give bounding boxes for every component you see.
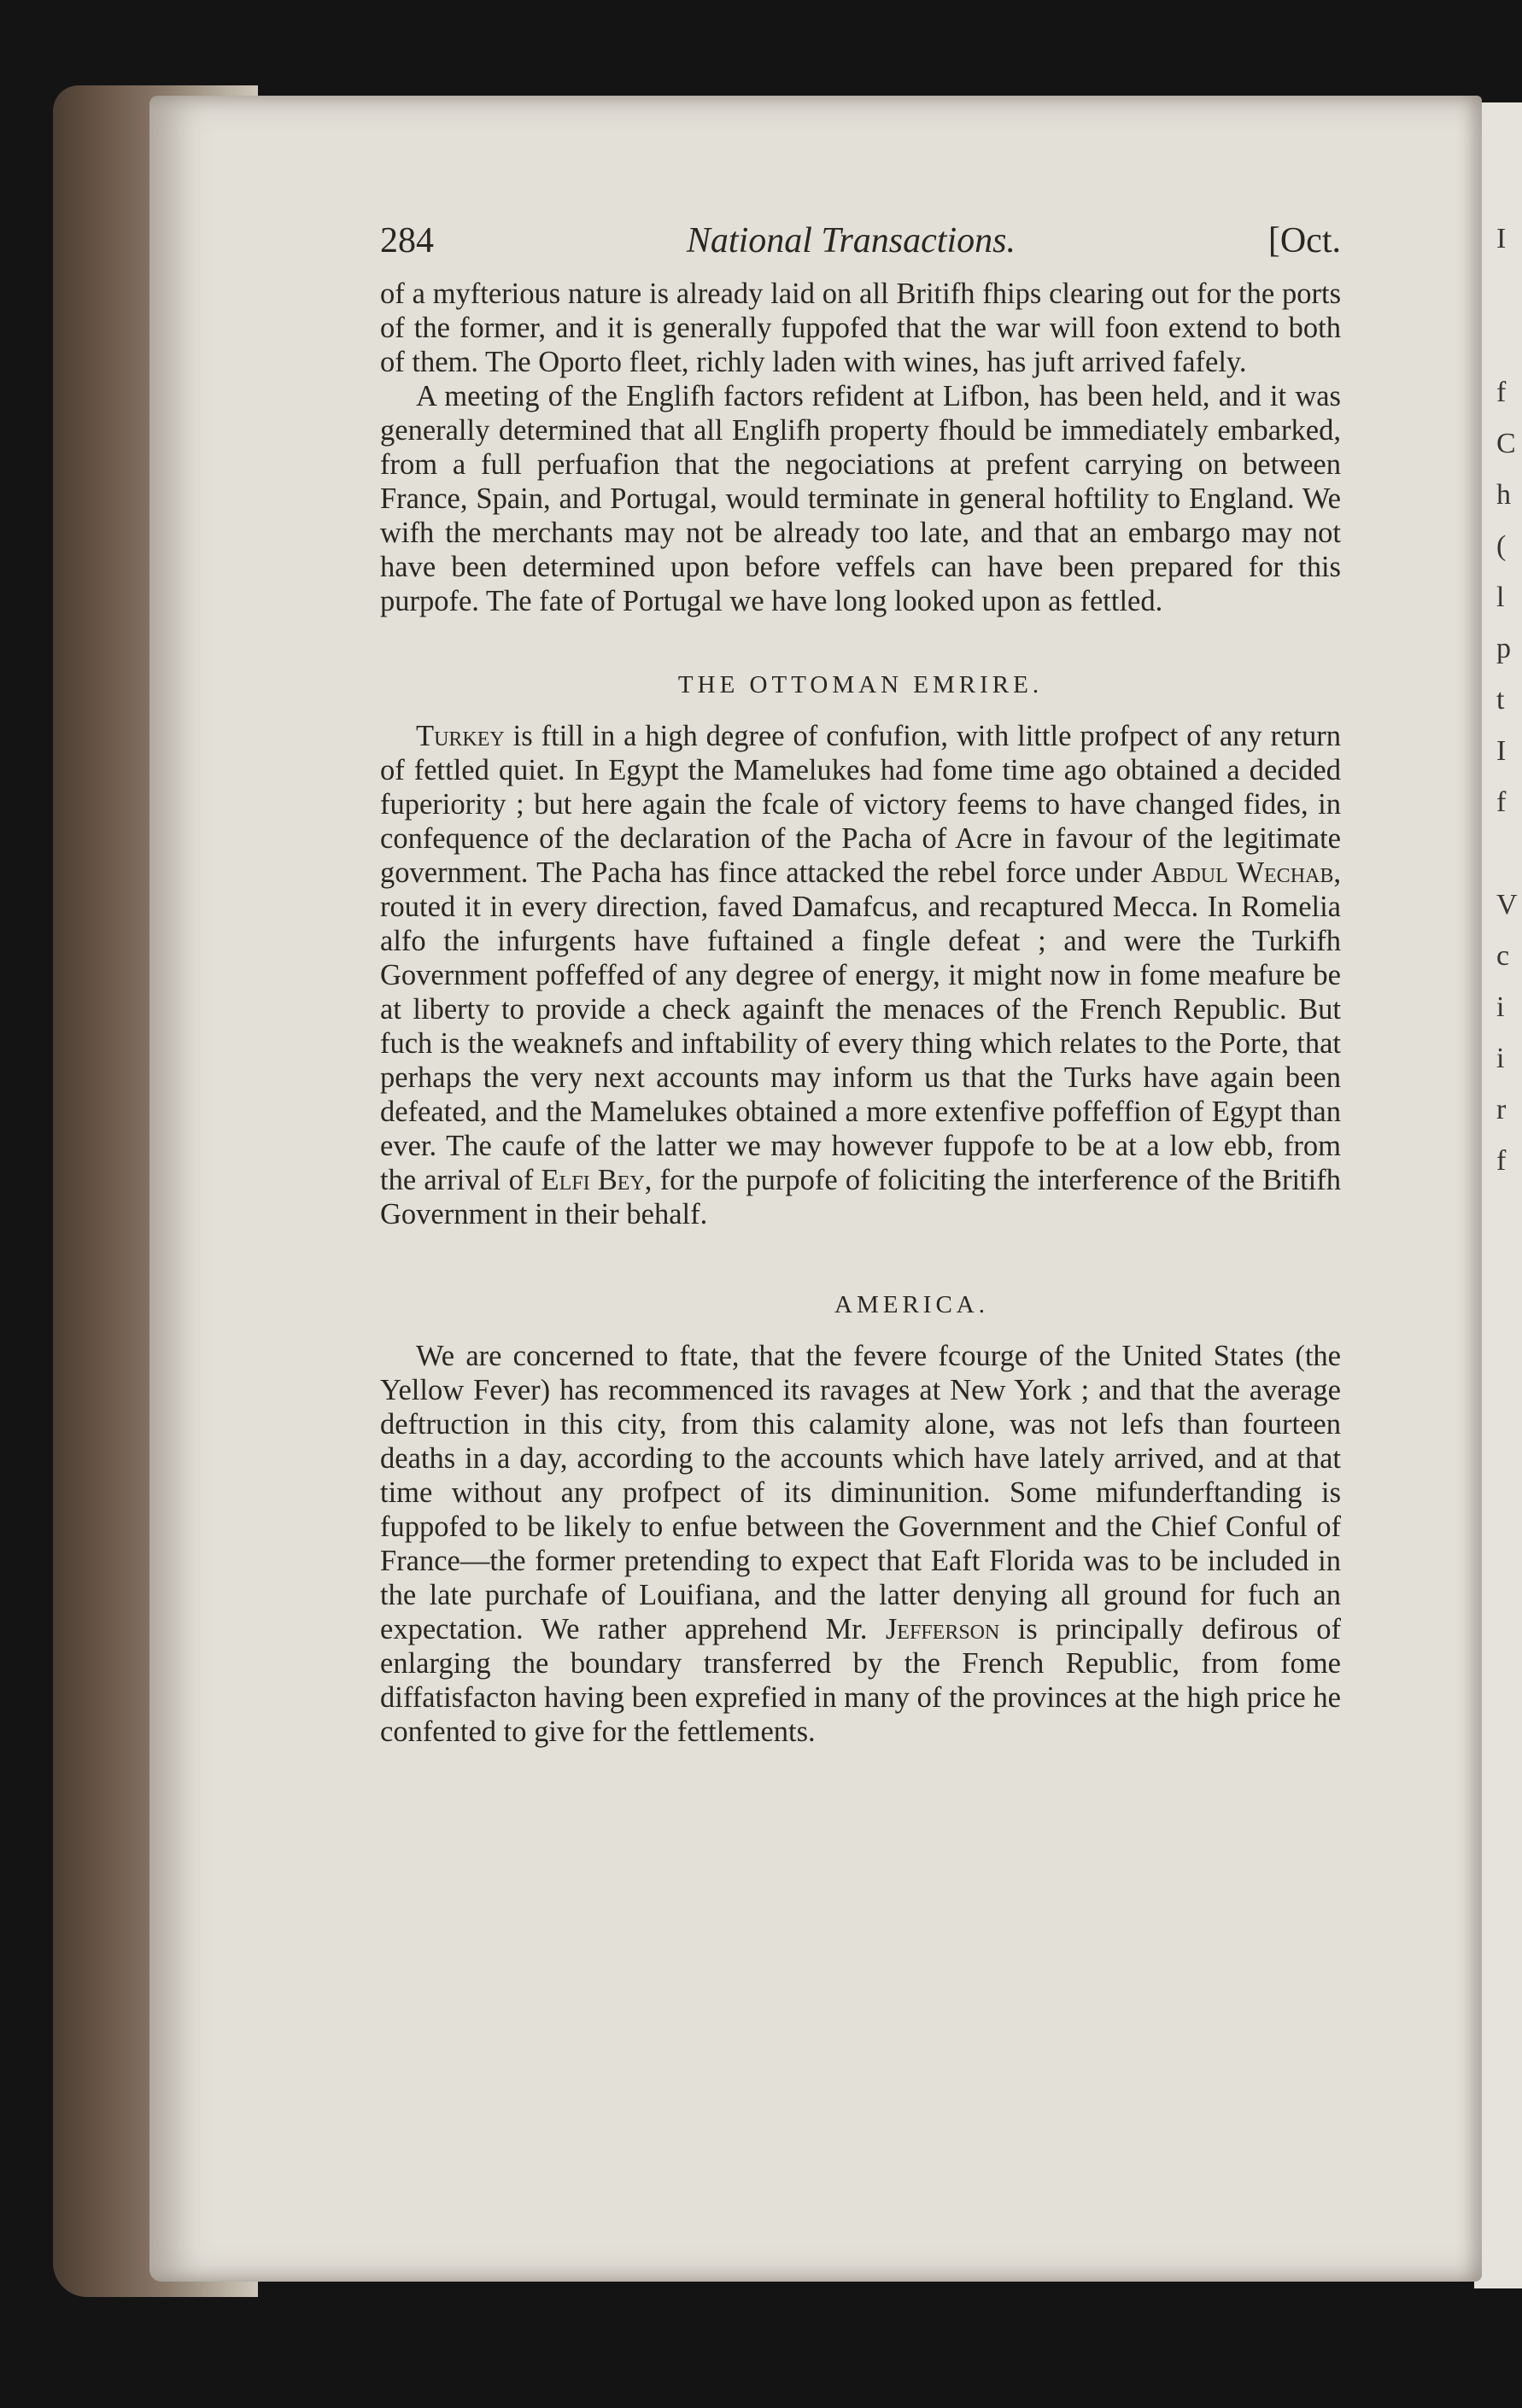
header-month: [Oct. [1267,221,1341,260]
running-title: National Transactions. [686,221,1016,260]
lead-word: Turkey [416,720,505,752]
paragraph-ottoman: Turkey is ftill in a high degree of confufion, with little profpect of any return of fettled quiet. In Egypt the Mamelukes had fome time ago obtained a decided fuperiority ; but here again the fcale of victory feems to have changed fides, in confequence of the declaration of the Pacha of Acre in favour of the legitimate government. The Pacha has fince attacked the rebel force under Abdul Wechab, routed it in every direction, faved Damafcus, and recaptured Mecca. In Romelia alfo the infurgents have fuftained a fingle defeat ; and were the Turkifh Government poffeffed of any degree of energy, it might now in fome meafure be at liberty to provide a check againft the menaces of the French Republic. But fuch is the weaknefs and inftability of every thing which relates to the Porte, that perhaps the very next accounts may inform us that the Turks have again been defeated, and the Mamelukes obtained a more extenfive poffeffion of Egypt than ever. The caufe of the latter we may however fuppofe to be at a low ebb, from the arrival of Elfi Bey, for the purpofe of foliciting the interference of the Britifh Government in their behalf. [380,720,1341,1230]
section-heading-america: AMERICA. [834,1291,989,1318]
paragraph-portugal-continued: of a myfterious nature is already laid on all Britifh fhips clearing out for the ports of the former, and it is generally fuppofed that the war will foon extend to both of them. The Oporto fleet, richly laden with wines, has juft arrived fafely. [380,278,1341,378]
page-text [380,221,1341,1749]
person-name: Jefferson [885,1613,1000,1645]
paragraph-lisbon-meeting: A meeting of the Englifh factors refident at Lifbon, has been held, and it was generally determined that all Englifh property fhould be immediately embarked, from a full perfuafion that the negociations at prefent carrying on between France, Spain, and Portugal, would terminate in general hoftility to England. We wifh the merchants may not be already too late, and that an embargo may not have been determined upon before veffels can have been prepared for this purpofe. The fate of Portugal we have long looked upon as fettled. [380,380,1341,617]
person-name: Elfi Bey [541,1164,645,1196]
page-number: 284 [380,221,434,260]
person-name: Abdul Wechab [1150,856,1334,889]
running-header [380,221,1341,260]
section-heading-ottoman: THE OTTOMAN EMRIRE. [677,671,1044,698]
facing-page-text: I f C h ( l p t I f V c i i r f [1496,223,1518,1177]
paragraph-america: We are concerned to ftate, that the fevere fcourge of the United States (the Yellow Fever) has recommenced its ravages at New York ; and that the average deftruction in this city, from this calamity alone, was not lefs than fourteen deaths in a day, according to the accounts which have lately arrived, and at that time without any profpect of its diminunition. Some mifunderftanding is fuppofed to be likely to enfue between the Government and the Chief Conful of France—the former pretending to expect that Eaft Florida was to be included in the late purchafe of Louifiana, and the latter denying all ground for fuch an expectation. We rather apprehend Mr. Jefferson is principally defirous of enlarging the boundary transferred by the French Republic, from fome diffatisfacton having been exprefied in many of the provinces at the high price he confented to give for the fettlements. [380,1340,1341,1748]
